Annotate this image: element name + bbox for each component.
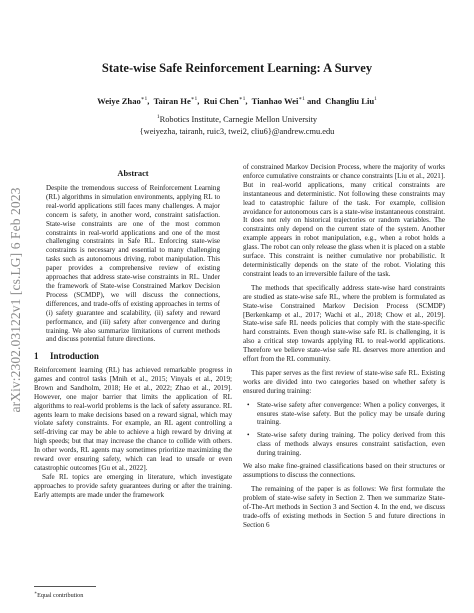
affiliation-emails: {weiyezha, tairanh, ruic3, twei2, cliu6}@andrew.cmu.edu — [139, 126, 335, 136]
affiliation-institute: Robotics Institute, Carnegie Mellon University — [159, 114, 318, 124]
author-name: Weiye Zhao — [97, 96, 141, 106]
author-mark: ∗1 — [298, 96, 305, 103]
abstract-text: Despite the tremendous success of Reinforcement Learning (RL) algorithms in simulation environments, applying RL to real-world applications still faces many challenges. A major concern is safety, in another word, constraint satisfaction. State-wise constraints are one of the most common constraints in real-world applications and one of the most challenging constraints in Safe RL. Enforcing state-wise constraints is necessary and essential to many challenging tasks such as autonomous driving, robot manipulation. This paper provides a comprehensive review of existing approaches that address state-wise constraints in RL. Under the framework of State-wise Constrained Markov Decision Process (SCMDP), we will discuss the connections, differences, and trade-offs of existing approaches in terms of (i) safety guarantee and scalability, (ii) safety and reward performance, and (iii) safety after convergence and during training. We also summarize limitations of current methods and discuss potential future directions. — [46, 184, 220, 344]
author-name: Rui Chen — [203, 96, 239, 106]
author — [204, 96, 246, 106]
introduction-body — [34, 366, 232, 500]
author-mark: ∗1 — [190, 96, 198, 103]
author-name: Changliu Liu — [325, 96, 375, 106]
author-name: Tairan He — [153, 96, 191, 106]
author-mark: ∗1 — [140, 96, 148, 103]
bullet-icon: • — [247, 431, 250, 440]
category-list — [243, 401, 445, 458]
author — [154, 96, 198, 106]
paragraph: The methods that specifically address state-wise hard constraints are studied as state-wise safe RL, where the problem is formulated as State-wise Constrained Markov Decision Process (SCMDP) [Berkenkamp et al., 2017; Wachi et al., 2018; Chow et al., 2019]. State-wise safe RL needs policies that comply with the state-specific hard constraints. Even though state-wise safe RL is challenging, it is also a critical step towards applying RL to real-world applications. Therefore we believe state-wise safe RL deserves more attention and effort from the RL community. — [243, 283, 445, 364]
author-mark: 1 — [374, 96, 377, 103]
paragraph: We also make fine-grained classifications based on their structures or assumptions to discuss the connections. — [243, 462, 445, 479]
footnote-mark: ∗ — [34, 590, 38, 595]
abstract-body — [46, 184, 220, 344]
paragraph: This paper serves as the first review of state-wise safe RL. Existing works are divided into two categories based on whether safety is ensured during training: — [243, 368, 445, 395]
author-list: Weiye Zhao$^{∗1}$, Tairan $He^{∗1}$, Rui Chen$^{∗1}$, Tianhao Wei$^{∗1}$ and Changliu Liu$^1$ — [97, 96, 377, 106]
section-heading-introduction — [34, 351, 99, 361]
right-column — [243, 163, 445, 529]
footnote-text: Equal contribution — [37, 592, 84, 600]
list-item-text: State-wise safety after convergence: When a policy converges, it ensures state-wise safety. But the policy may be unsafe during training. — [257, 400, 445, 427]
arxiv-identifier — [6, 150, 26, 450]
author-name: Tianhao Wei — [251, 96, 299, 106]
arxiv-identifier-text: arXiv:2302.03122v1 [cs.LG] 6 Feb 2023 — [8, 187, 23, 413]
affiliation-mark: 1 — [156, 114, 160, 120]
affiliation-institute-line — [40, 111, 434, 126]
list-item-text: State-wise safety during training. The policy derived from this class of methods always ensures constraint satisfaction, even during training. — [257, 431, 445, 458]
paragraph: The remaining of the paper is as follows: We first formulate the problem of state-wise safety in Section 2. Then we summarize State-of-The-Art methods in Section 3 and Section 4. In the end, we discuss trade-offs of existing methods in Section 5 and future directions in Section 6 — [243, 484, 445, 529]
paragraph: Safe RL topics are emerging in literature, which investigate approaches to provide safety guarantees during or after the training. Early attempts are made under the framework — [34, 472, 232, 499]
paragraph: of constrained Markov Decision Process, where the majority of works enforce cumulative constraints or chance constraints [Liu et al., 2021]. But in real-world applications, many critical constraints are instantaneous and deterministic. Not following these constraints may lead to catastrophic failure of the task. For example, collision avoidance for autonomous cars is a state-wise instantaneous constraint. It does not rely on historical trajectories or random variables. The constraints only depend on the current state of the system. Another example appears in robot manipulation, e.g., when a robot holds a glass. The robot can only release the glass when it is placed on a stable surface. This constraint is neither cumulative nor probabilistic. It deterministically depends on the state of the robot. Violating this constraint leads to an irreversible failure of the task. — [243, 163, 445, 278]
author-mark: ∗1 — [238, 96, 246, 103]
section-title: Introduction — [50, 351, 99, 361]
footnote-divider — [34, 586, 96, 587]
section-number: 1 — [34, 351, 39, 361]
paper-title: State-wise Safe Reinforcement Learning: A Survey — [101, 61, 373, 75]
author — [97, 96, 147, 106]
author — [325, 96, 377, 106]
affiliation — [40, 111, 434, 138]
abstract-heading: Abstract — [117, 169, 149, 178]
list-item — [243, 401, 445, 428]
footnote — [34, 590, 83, 599]
list-item — [243, 431, 445, 458]
bullet-icon: • — [247, 400, 250, 409]
author — [252, 96, 305, 106]
paragraph: Reinforcement learning (RL) has achieved remarkable progress in games and control tasks [Mnih et al., 2015; Vinyals et al., 2019; Brown and Sandholm, 2018; He et al., 2022; Zhao et al., 2019]. However, one major barrier that limits the application of RL algorithms to real-world problems is the lack of safety assurance. RL agents learn to make decisions based on a reward signal, which may violate safety constraints. For example, an RL agent controlling a self-driving car may be able to achieve a high reward by driving at high speeds; but that may increase the chance to collide with others. In other words, RL agents may sometimes prioritize maximizing the reward over ensuring safety, which can lead to unsafe or even catastrophic outcomes [Gu et al., 2022]. — [34, 366, 232, 472]
